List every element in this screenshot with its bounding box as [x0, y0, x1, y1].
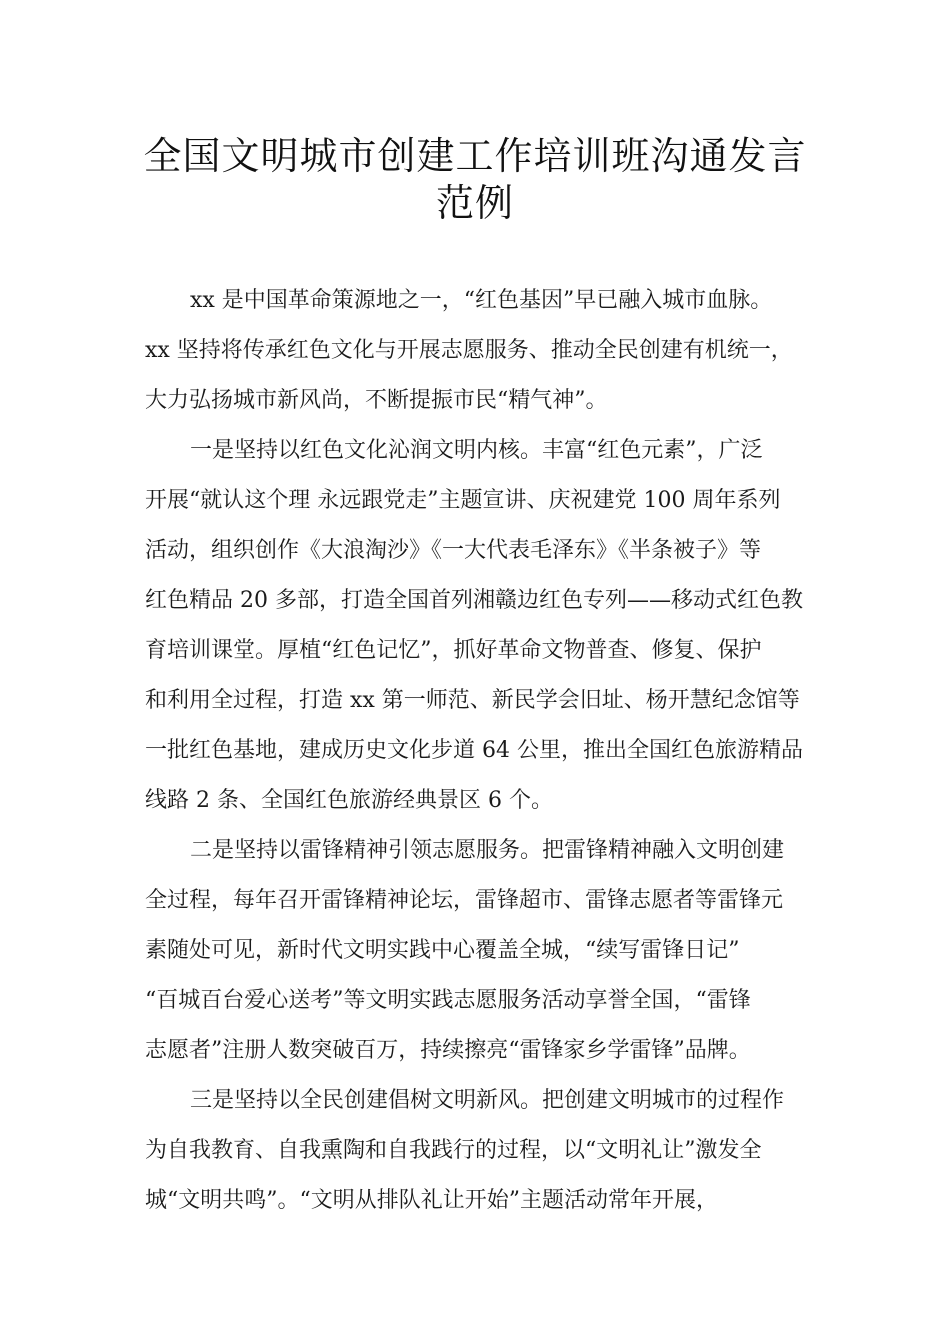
body-line: 三是坚持以全民创建倡树文明新风。把创建文明城市的过程作	[190, 1088, 785, 1113]
body-line: 一是坚持以红色文化沁润文明内核。丰富“红色元素”，广泛	[190, 438, 763, 463]
body-line: 育培训课堂。厚植“红色记忆”，抓好革命文物普查、修复、保护	[145, 638, 762, 663]
body-line: 开展“就认这个理 永远跟党走”主题宣讲、庆祝建党 100 周年系列	[145, 488, 781, 513]
body-line: 城“文明共鸣”。“文明从排队礼让开始”主题活动常年开展，	[145, 1188, 718, 1213]
body-line: 线路 2 条、全国红色旅游经典景区 6 个。	[145, 788, 553, 813]
body-line: 素随处可见，新时代文明实践中心覆盖全城，“续写雷锋日记”	[145, 938, 740, 963]
body-line: xx 坚持将传承红色文化与开展志愿服务、推动全民创建有机统一，	[145, 338, 793, 363]
document-title-line-2: 范例	[435, 181, 514, 225]
body-line: 红色精品 20 多部，打造全国首列湘赣边红色专列——移动式红色教	[145, 588, 803, 613]
body-line: xx 是中国革命策源地之一，“红色基因”早已融入城市血脉。	[190, 288, 773, 313]
body-line: 志愿者”注册人数突破百万，持续擦亮“雷锋家乡学雷锋”品牌。	[145, 1038, 751, 1063]
document-title-line-1: 全国文明城市创建工作培训班沟通发言	[143, 134, 807, 178]
body-line: 全过程，每年召开雷锋精神论坛，雷锋超市、雷锋志愿者等雷锋元	[145, 888, 784, 913]
body-line: 一批红色基地，建成历史文化步道 64 公里，推出全国红色旅游精品	[145, 738, 803, 763]
body-line: 大力弘扬城市新风尚，不断提振市民“精气神”。	[145, 388, 608, 413]
body-line: 二是坚持以雷锋精神引领志愿服务。把雷锋精神融入文明创建	[190, 838, 785, 863]
body-line: “百城百台爱心送考”等文明实践志愿服务活动享誉全国，“雷锋	[145, 988, 751, 1013]
body-line: 和利用全过程，打造 xx 第一师范、新民学会旧址、杨开慧纪念馆等	[145, 688, 800, 713]
body-line: 活动，组织创作《大浪淘沙》《一大代表毛泽东》《半条被子》等	[145, 538, 762, 563]
body-line: 为自我教育、自我熏陶和自我践行的过程，以“文明礼让”激发全	[145, 1138, 762, 1163]
